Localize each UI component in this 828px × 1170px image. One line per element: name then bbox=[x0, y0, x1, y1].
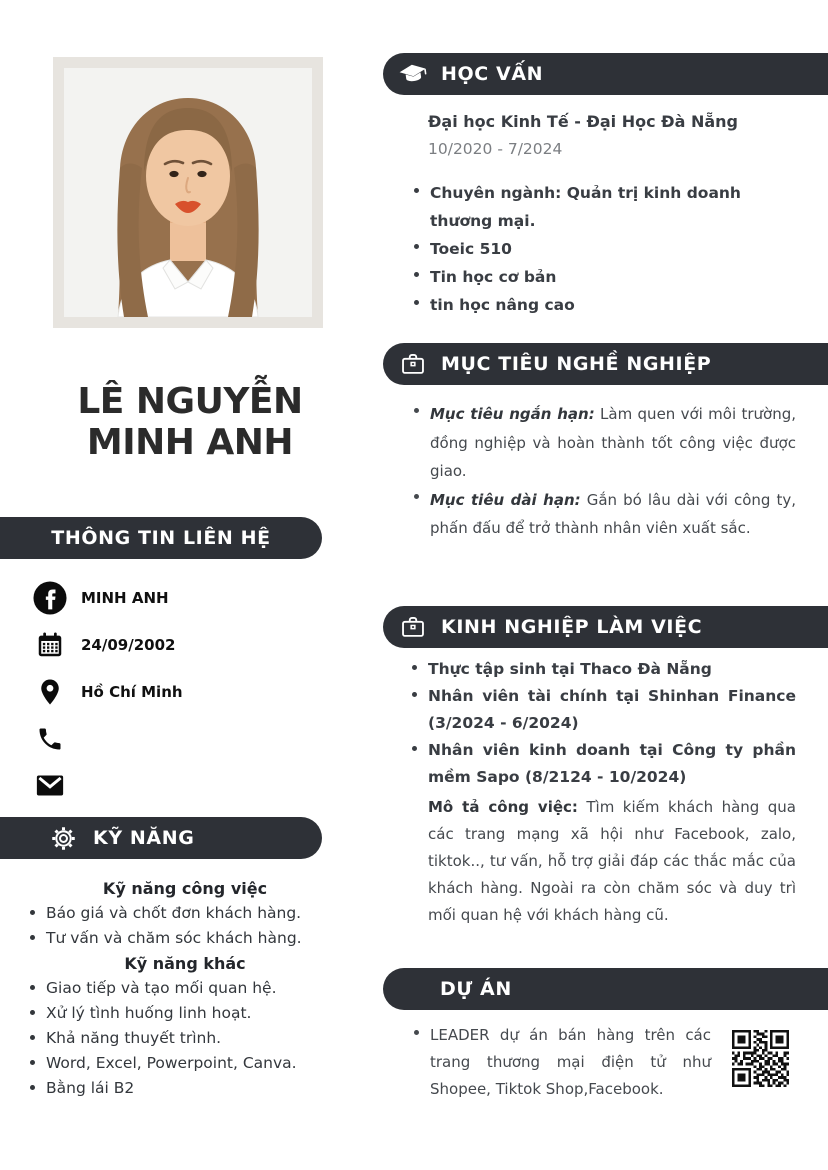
contact-text: 24/09/2002 bbox=[81, 635, 176, 654]
project-section-header bbox=[383, 968, 828, 1010]
contact-text: Hồ Chí Minh bbox=[81, 682, 183, 701]
contact-list bbox=[30, 574, 330, 809]
experience-item: Thực tập sinh tại Thaco Đà Nẵng bbox=[404, 656, 796, 683]
briefcase-icon bbox=[398, 614, 428, 640]
candidate-name bbox=[0, 381, 380, 463]
contact-item-email bbox=[30, 762, 330, 809]
contact-item-location bbox=[30, 668, 330, 715]
experience-item: Nhân viên kinh doanh tại Công ty phần mềm Sapo (8/2124 - 10/2024) bbox=[404, 737, 796, 791]
education-header-label: HỌC VẤN bbox=[441, 63, 544, 85]
skills-header-label: KỸ NĂNG bbox=[93, 827, 195, 849]
project-item: LEADER dự án bán hàng trên các trang thương mại điện tử như Shopee, Tiktok Shop,Facebook. bbox=[406, 1022, 711, 1103]
contact-text: MINH ANH bbox=[81, 588, 169, 607]
experience-content bbox=[404, 656, 796, 929]
education-section-header bbox=[383, 53, 828, 95]
skill-group-title: Kỹ năng khác bbox=[124, 954, 246, 973]
contact-item-facebook bbox=[30, 574, 330, 621]
email-icon bbox=[30, 773, 70, 798]
graduation-cap-icon bbox=[398, 61, 428, 87]
experience-description-label: Mô tả công việc: bbox=[428, 798, 578, 816]
experience-list bbox=[404, 656, 796, 791]
contact-header-label: THÔNG TIN LIÊN HỆ bbox=[51, 527, 271, 549]
skill-group-list bbox=[22, 976, 348, 1101]
profile-photo bbox=[53, 57, 323, 328]
objective-item: Mục tiêu dài hạn: Gắn bó lâu dài với công ty, phấn đấu để trở thành nhân viên xuất sắc. bbox=[406, 486, 796, 543]
experience-section-header bbox=[383, 606, 828, 648]
education-date: 10/2020 - 7/2024 bbox=[428, 140, 563, 158]
education-content bbox=[428, 112, 778, 319]
contact-item-phone bbox=[30, 715, 330, 762]
education-school: Đại học Kinh Tế - Đại Học Đà Nẵng bbox=[428, 112, 738, 131]
objectives-section-header bbox=[383, 343, 828, 385]
contact-section-header bbox=[0, 517, 322, 559]
skill-item: Báo giá và chốt đơn khách hàng. bbox=[22, 901, 348, 926]
location-icon bbox=[30, 677, 70, 707]
objective-label: Mục tiêu ngắn hạn: bbox=[430, 405, 595, 423]
project-header-label: DỰ ÁN bbox=[440, 978, 512, 1000]
skill-item: Khả năng thuyết trình. bbox=[22, 1026, 348, 1051]
briefcase-icon bbox=[398, 351, 428, 377]
education-item: Tin học cơ bản bbox=[406, 263, 778, 291]
calendar-icon bbox=[30, 630, 70, 660]
experience-description-text: Tìm kiếm khách hàng qua các trang mạng xã hội như Facebook, zalo, tiktok.., tư vấn, hỗ trợ giải đáp các thắc mắc của khách hàng. Ngoài ra còn chăm sóc và duy trì mối quan hệ với khách hàng cũ. bbox=[428, 798, 796, 924]
phone-icon bbox=[30, 725, 70, 753]
qr-code bbox=[732, 1030, 789, 1091]
education-item: Toeic 510 bbox=[406, 235, 778, 263]
objective-item: Mục tiêu ngắn hạn: Làm quen với môi trường, đồng nghiệp và hoàn thành tốt công việc được giao. bbox=[406, 400, 796, 486]
project-content bbox=[406, 1022, 798, 1103]
portrait-illustration bbox=[64, 68, 312, 317]
gear-icon bbox=[48, 825, 78, 852]
skills-section-header bbox=[0, 817, 322, 859]
education-item: tin học nâng cao bbox=[406, 291, 778, 319]
objectives-content bbox=[406, 400, 796, 543]
skill-group-title: Kỹ năng công việc bbox=[102, 879, 268, 898]
contact-item-calendar bbox=[30, 621, 330, 668]
skill-item: Bằng lái B2 bbox=[22, 1076, 348, 1101]
objectives-list bbox=[406, 400, 796, 543]
skill-item: Word, Excel, Powerpoint, Canva. bbox=[22, 1051, 348, 1076]
skill-item: Xử lý tình huống linh hoạt. bbox=[22, 1001, 348, 1026]
education-item: Chuyên ngành: Quản trị kinh doanh thương mại. bbox=[406, 179, 778, 235]
experience-header-label: KINH NGHIỆP LÀM VIỆC bbox=[441, 616, 703, 638]
facebook-icon bbox=[30, 581, 70, 615]
experience-item: Nhân viên tài chính tại Shinhan Finance (3/2024 - 6/2024) bbox=[404, 683, 796, 737]
objectives-header-label: MỤC TIÊU NGHỀ NGHIỆP bbox=[441, 353, 712, 375]
experience-description bbox=[428, 794, 796, 929]
skill-item: Giao tiếp và tạo mối quan hệ. bbox=[22, 976, 348, 1001]
skill-item: Tư vấn và chăm sóc khách hàng. bbox=[22, 926, 348, 951]
skills-list bbox=[22, 876, 348, 1101]
objective-label: Mục tiêu dài hạn: bbox=[430, 490, 581, 509]
name-line-2: MINH ANH bbox=[86, 422, 294, 463]
project-list bbox=[406, 1022, 711, 1103]
education-list bbox=[406, 179, 778, 319]
name-line-1: LÊ NGUYỄN bbox=[77, 381, 303, 422]
skill-group-list bbox=[22, 901, 348, 951]
